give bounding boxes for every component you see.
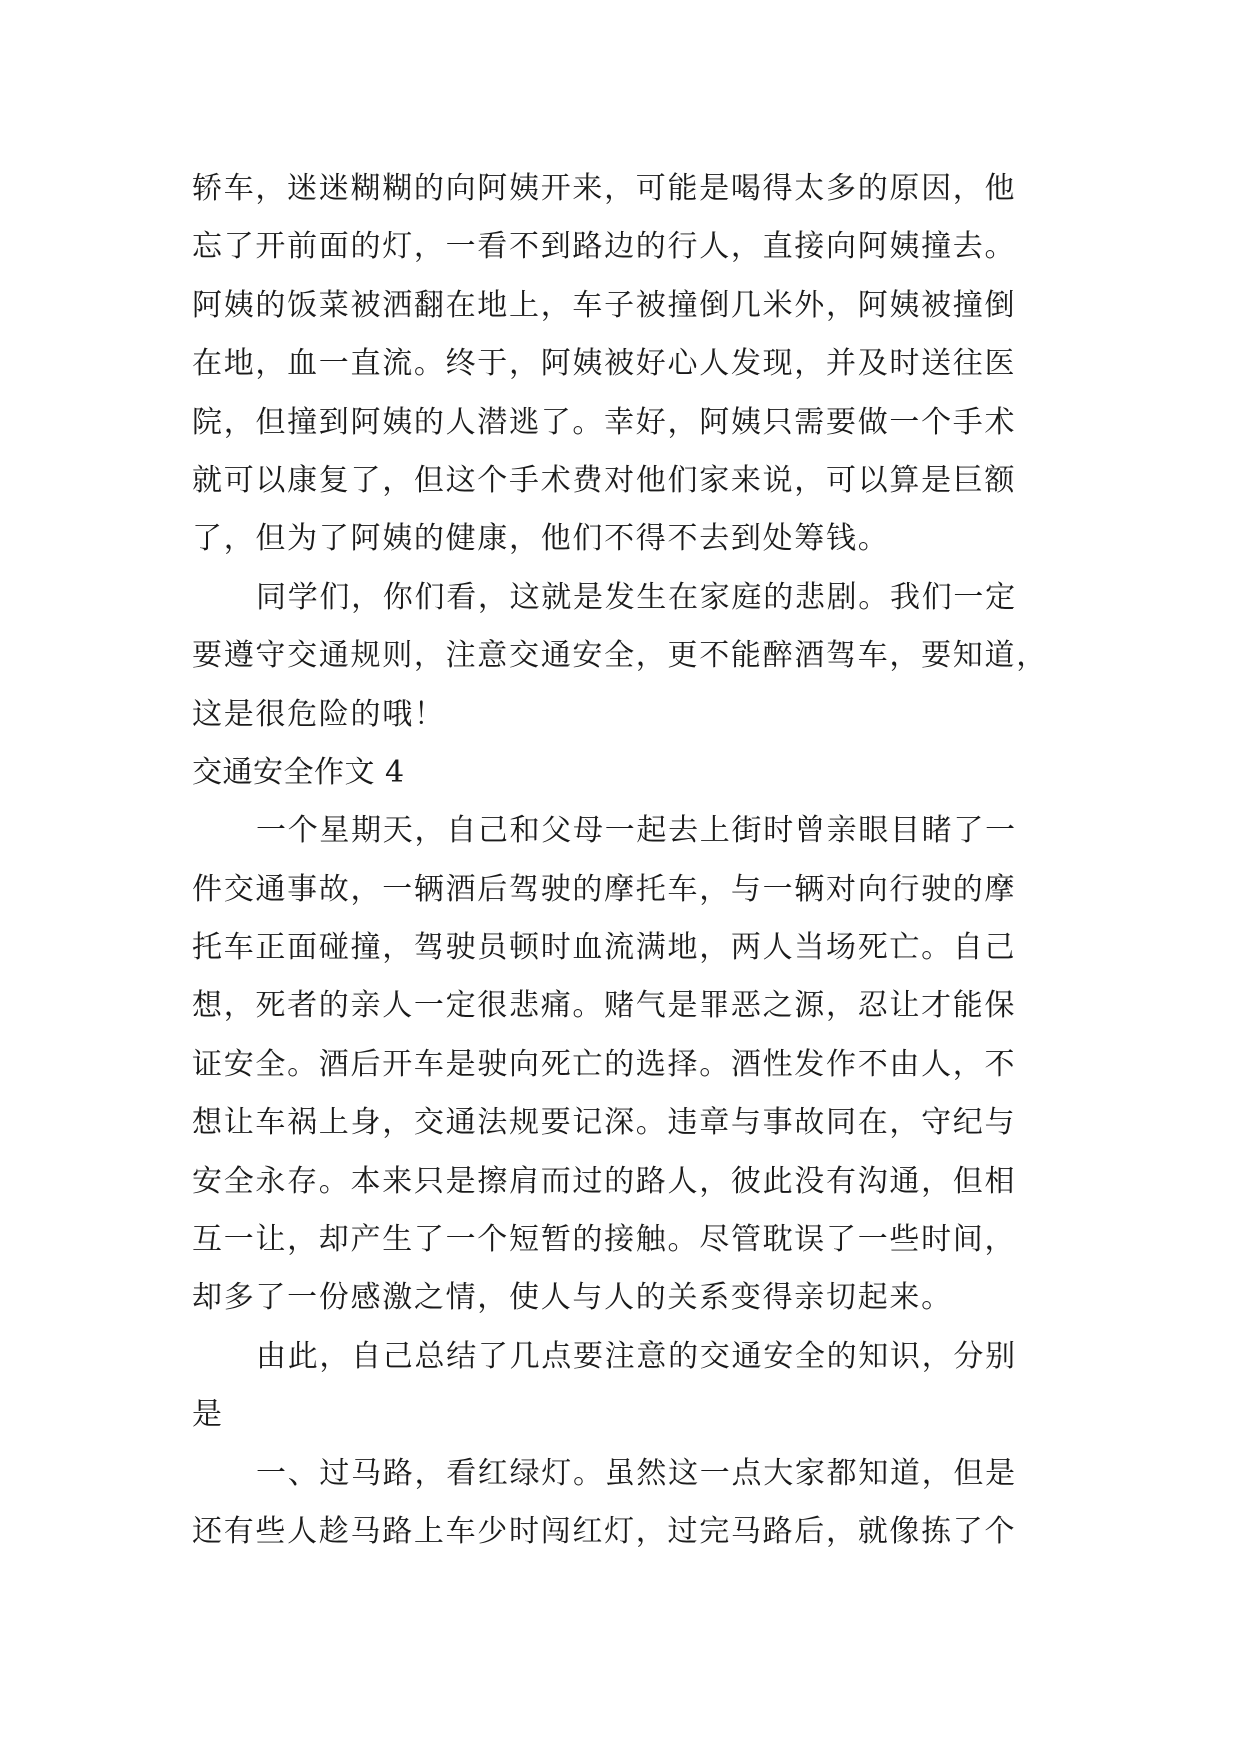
text-line: 证安全。酒后开车是驶向死亡的选择。酒性发作不由人，不 <box>192 1046 1017 1082</box>
text-line: 这是很危险的哦！ <box>192 696 446 732</box>
text-line: 却多了一份感激之情，使人与人的关系变得亲切起来。 <box>192 1280 953 1316</box>
text-line: 轿车，迷迷糊糊的向阿姨开来，可能是喝得太多的原因，他 <box>192 171 1017 206</box>
section-heading: 交通安全作文 4 <box>192 754 405 790</box>
text-line: 就可以康复了，但这个手术费对他们家来说，可以算是巨额 <box>192 462 1017 498</box>
text-line: 院，但撞到阿姨的人潜逃了。幸好，阿姨只需要做一个手术 <box>192 404 1017 440</box>
text-line: 是 <box>192 1397 224 1433</box>
paragraph-start-line: 同学们，你们看，这就是发生在家庭的悲剧。我们一定 <box>256 579 1017 615</box>
text-line: 在地，血一直流。终于，阿姨被好心人发现，并及时送往医 <box>192 346 1017 382</box>
paragraph-start-line: 由此，自己总结了几点要注意的交通安全的知识，分别 <box>256 1338 1017 1374</box>
text-line: 想让车祸上身，交通法规要记深。违章与事故同在，守纪与 <box>192 1105 1017 1141</box>
text-line: 安全永存。本来只是擦肩而过的路人，彼此没有沟通，但相 <box>192 1163 1017 1199</box>
document-body <box>192 160 1072 1561</box>
text-line: 托车正面碰撞，驾驶员顿时血流满地，两人当场死亡。自己 <box>192 930 1017 966</box>
text-line: 阿姨的饭菜被洒翻在地上，车子被撞倒几米外，阿姨被撞倒 <box>192 287 1017 323</box>
text-line: 了，但为了阿姨的健康，他们不得不去到处筹钱。 <box>192 521 890 557</box>
text-line: 想，死者的亲人一定很悲痛。赌气是罪恶之源，忍让才能保 <box>192 988 1017 1024</box>
text-line: 忘了开前面的灯，一看不到路边的行人，直接向阿姨撞去。 <box>192 229 1017 265</box>
paragraph-start-line: 一、过马路，看红绿灯。虽然这一点大家都知道，但是 <box>256 1455 1017 1491</box>
text-line: 要遵守交通规则，注意交通安全，更不能醉酒驾车，要知道， <box>192 638 1048 674</box>
text-line: 互一让，却产生了一个短暂的接触。尽管耽误了一些时间， <box>192 1222 1017 1258</box>
text-line: 还有些人趁马路上车少时闯红灯，过完马路后，就像拣了个 <box>192 1513 1017 1549</box>
paragraph-start-line: 一个星期天，自己和父母一起去上街时曾亲眼目睹了一 <box>256 813 1017 849</box>
text-line: 件交通事故，一辆酒后驾驶的摩托车，与一辆对向行驶的摩 <box>192 871 1017 907</box>
